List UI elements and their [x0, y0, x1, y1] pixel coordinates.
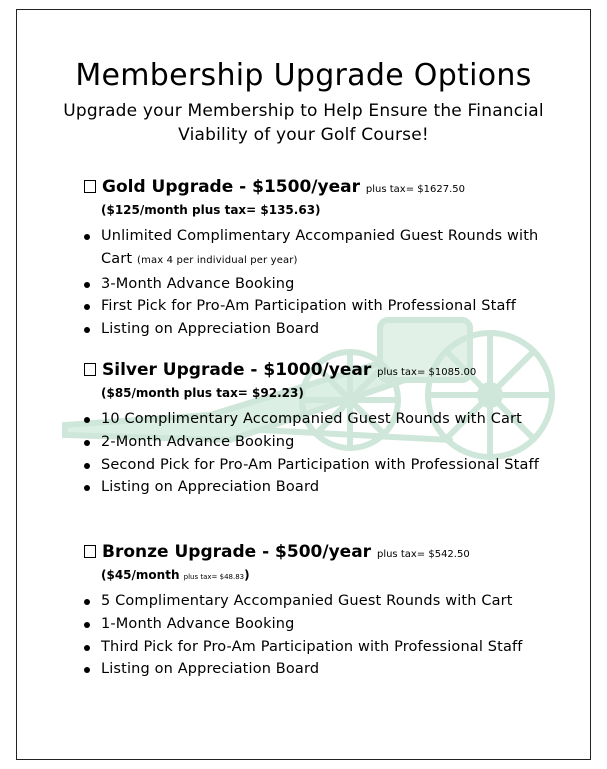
tier-tax-note: plus tax= $1627.50 [365, 184, 465, 195]
list-item: Unlimited Complimentary Accompanied Guest Rounds with Cart (max 4 per individual per year) [84, 225, 554, 273]
bullet-icon [84, 327, 90, 333]
list-item: Second Pick for Pro-Am Participation with Professional Staff [84, 454, 554, 477]
checkbox-gold[interactable] [84, 180, 96, 193]
bullet-icon [84, 485, 90, 491]
bullet-icon [84, 667, 90, 673]
list-item: Listing on Appreciation Board [84, 658, 554, 681]
list-item: Listing on Appreciation Board [84, 318, 554, 341]
monthly-price: ($125/month plus tax= $135.63) [101, 203, 321, 217]
bullet-icon [84, 282, 90, 288]
tier-gold [84, 176, 554, 341]
bullet-icon [84, 440, 90, 446]
bullet-icon [84, 645, 90, 651]
bullet-icon [84, 599, 90, 605]
bullet-icon [84, 417, 90, 423]
checkbox-silver[interactable] [84, 363, 96, 376]
page-title: Membership Upgrade Options [75, 58, 532, 93]
tier-silver [84, 359, 554, 499]
list-item: 10 Complimentary Accompanied Guest Rounds with Cart [84, 408, 554, 431]
tier-tax-note: plus tax= $542.50 [376, 549, 470, 560]
feature-list [84, 408, 554, 499]
monthly-price: ($45/month plus tax= $48.83) [101, 568, 250, 582]
tier-name-price: Silver Upgrade - $1000/year [102, 360, 372, 380]
checkbox-bronze[interactable] [84, 545, 96, 558]
tier-name-price: Gold Upgrade - $1500/year [102, 177, 360, 197]
tier-tax-note: plus tax= $1085.00 [377, 367, 477, 378]
list-item: 3-Month Advance Booking [84, 273, 554, 296]
bullet-icon [84, 622, 90, 628]
bullet-icon [84, 304, 90, 310]
monthly-price: ($85/month plus tax= $92.23) [101, 386, 304, 400]
bullet-icon [84, 463, 90, 469]
list-item: First Pick for Pro-Am Participation with Professional Staff [84, 295, 554, 318]
list-item: 5 Complimentary Accompanied Guest Rounds with Cart [84, 590, 554, 613]
feature-list [84, 225, 554, 341]
tier-bronze [84, 541, 554, 681]
list-item: 1-Month Advance Booking [84, 613, 554, 636]
list-item: Third Pick for Pro-Am Participation with Professional Staff [84, 636, 554, 659]
bullet-icon [84, 234, 90, 240]
feature-list [84, 590, 554, 681]
list-item: 2-Month Advance Booking [84, 431, 554, 454]
list-item: Listing on Appreciation Board [84, 476, 554, 499]
tier-name-price: Bronze Upgrade - $500/year [102, 542, 372, 562]
page-subtitle: Upgrade your Membership to Help Ensure the Financial Viability of your Golf Course! [63, 101, 544, 145]
